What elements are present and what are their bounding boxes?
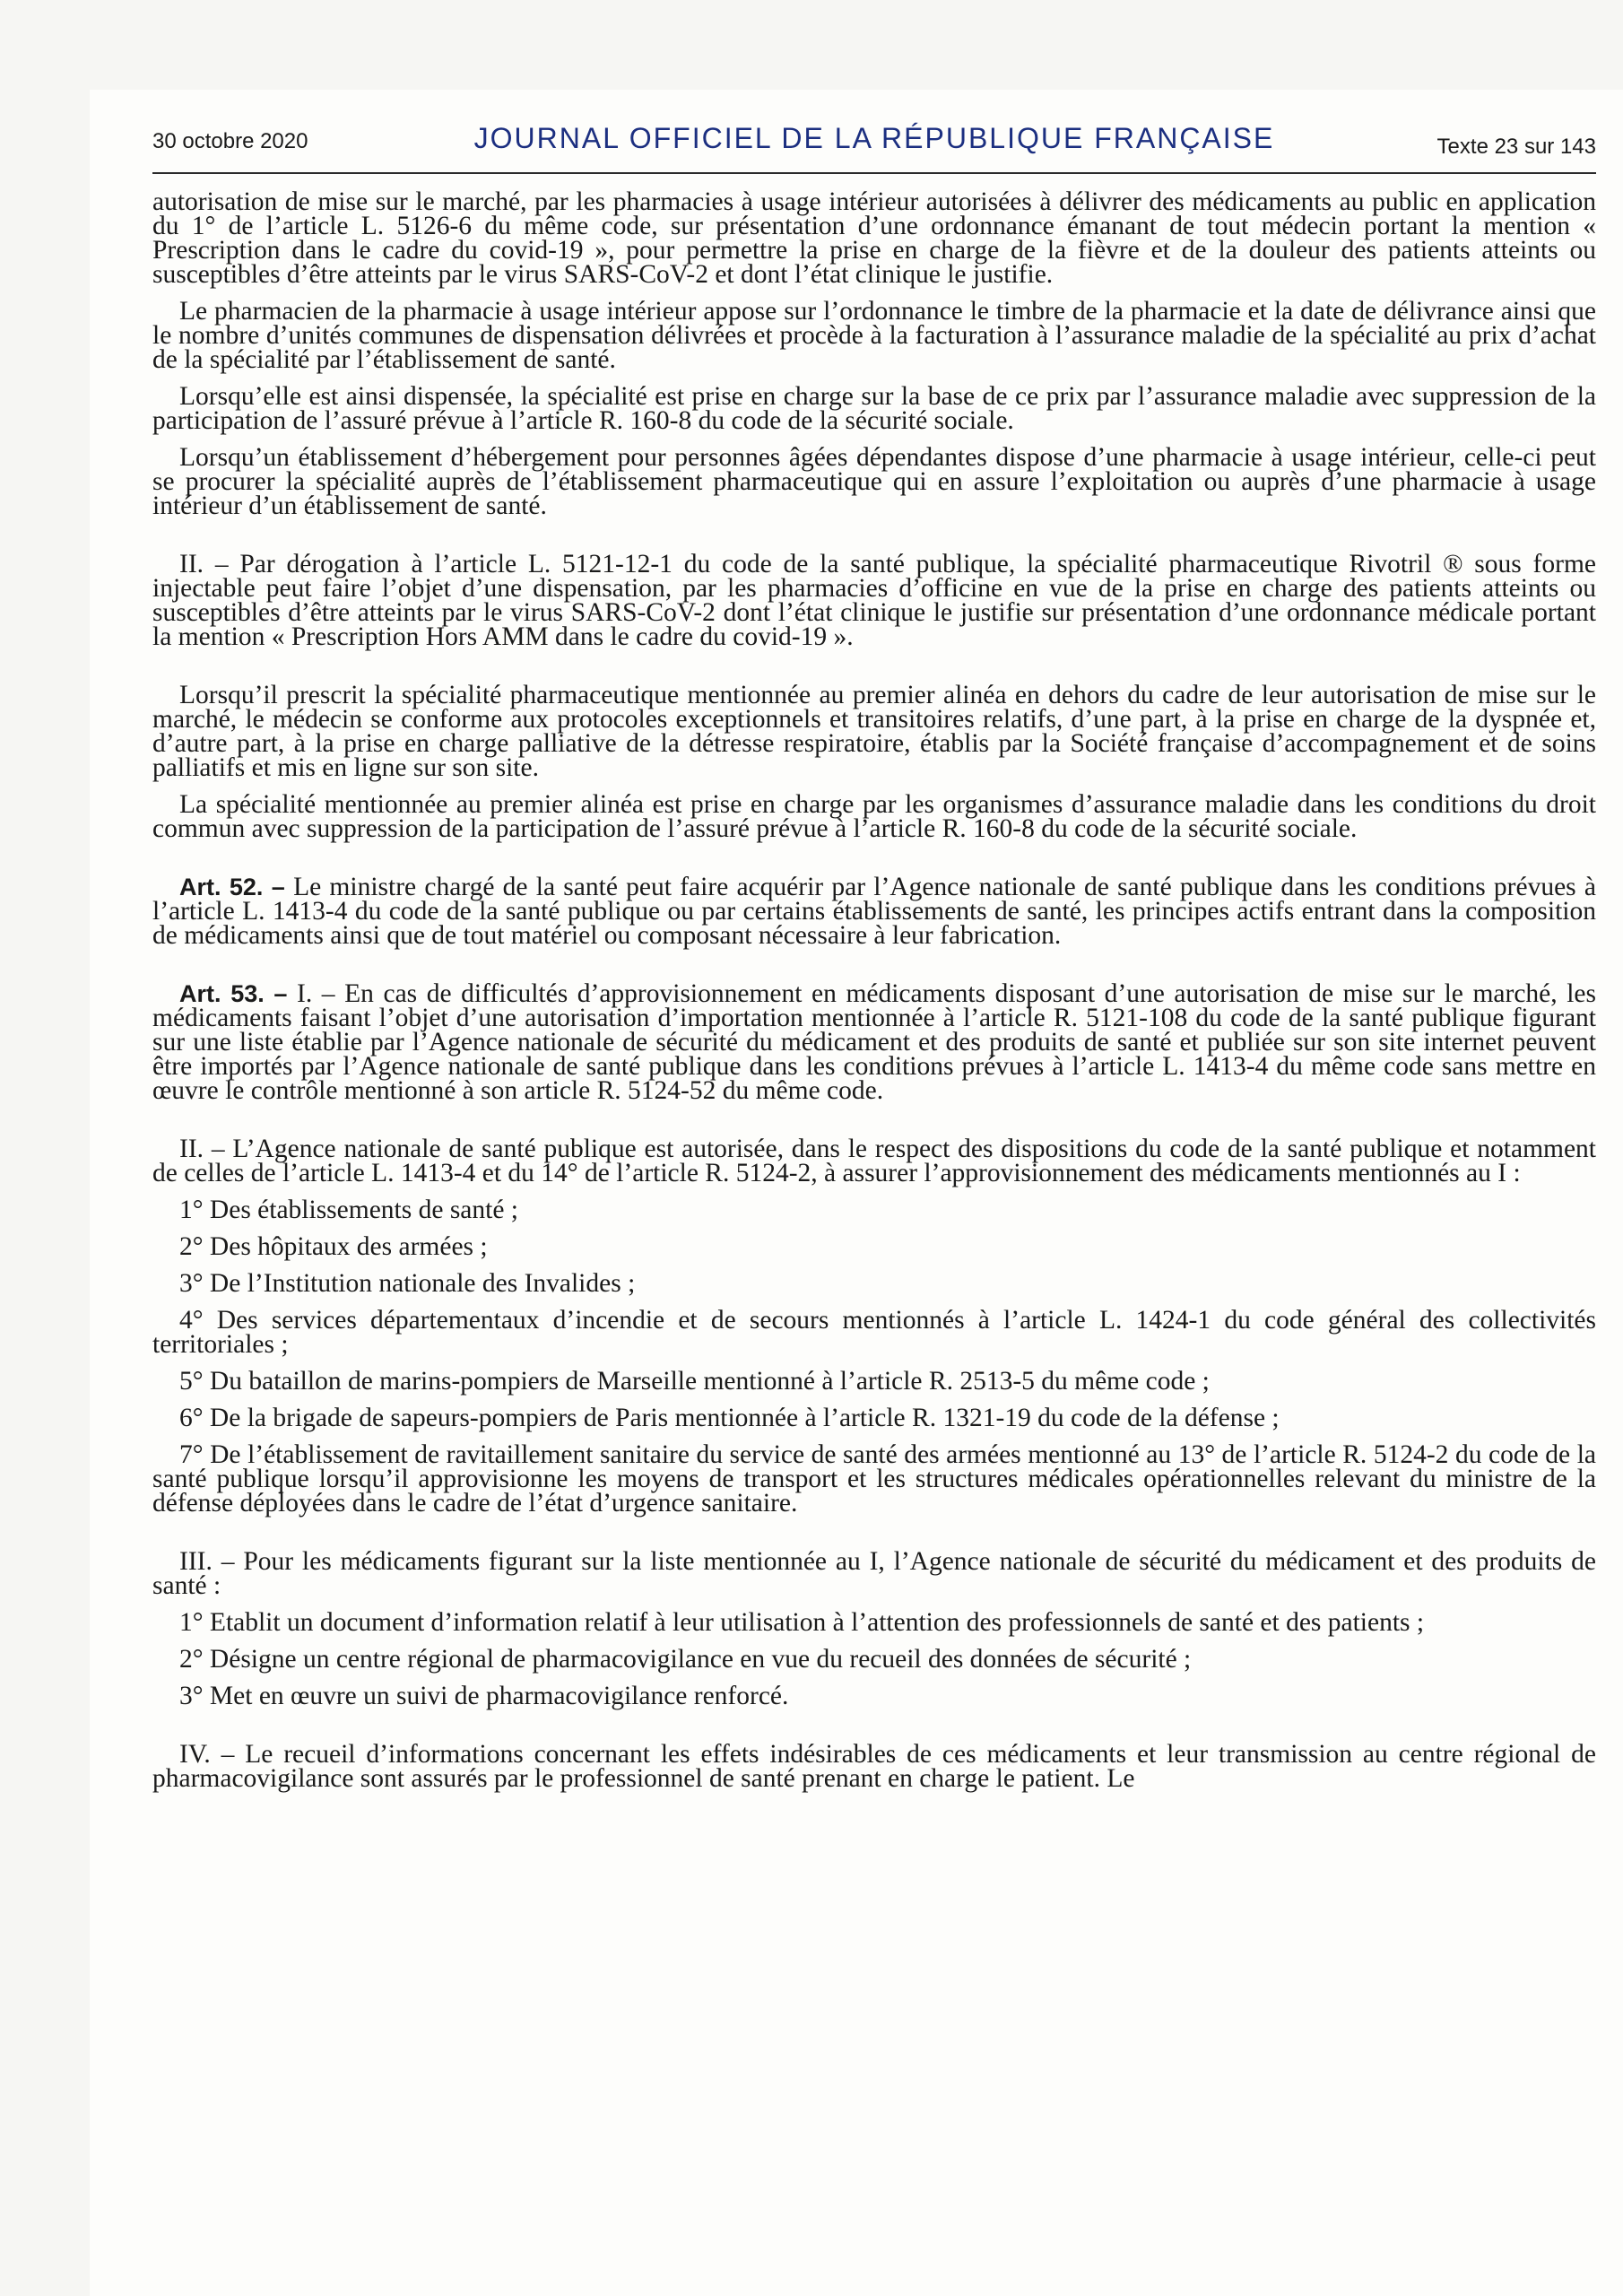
paragraph: Lorsqu’il prescrit la spécialité pharmaceutique mentionnée au premier alinéa en dehors du cadre de leur autorisation de mise sur le marché, le médecin se conforme aux protocoles exceptionnels et transitoires relatifs, d’une part, à la prise en charge de la dyspnée et, d’autre part, à la prise en charge palliative de la détresse respiratoire, établis par la Société française d’accompagnement et de soins palliatifs et mis en ligne sur son site. bbox=[152, 681, 1596, 782]
publication-date: 30 octobre 2020 bbox=[152, 129, 308, 153]
paragraph: Le pharmacien de la pharmacie à usage intérieur appose sur l’ordonnance le timbre de la pharmacie et la date de délivrance ainsi que le nombre d’unités communes de dispensation délivrées et procède à la facturation à l’assurance maladie de la spécialité au prix d’achat de la spécialité par l’établissement de santé. bbox=[152, 297, 1596, 374]
journal-title: JOURNAL OFFICIEL DE LA RÉPUBLIQUE FRANÇAISE bbox=[473, 122, 1275, 154]
list-item: 3° De l’Institution nationale des Invalides ; bbox=[179, 1269, 636, 1298]
list-item: 6° De la brigade de sapeurs-pompiers de Paris mentionnée à l’article R. 1321-19 du code de la défense ; bbox=[179, 1404, 1280, 1432]
paragraph: autorisation de mise sur le marché, par les pharmacies à usage intérieur autorisées à délivrer des médicaments au public en application du 1° de l’article L. 5126-6 du même code, sur présentation d’une ordonnance émanant de tout médecin portant la mention « Prescription dans le cadre du covid-19 », pour permettre la prise en charge de la fièvre et de la douleur des patients atteints ou susceptibles d’être atteints par le virus SARS-CoV-2 et dont l’état clinique le justifie. bbox=[152, 187, 1596, 289]
article-heading: Art. 53. – bbox=[179, 980, 288, 1007]
paragraph: Lorsqu’un établissement d’hébergement pour personnes âgées dépendantes dispose d’une pharmacie à usage intérieur, celle-ci peut se procurer la spécialité auprès de l’établissement pharmaceutique qui en assure l’exploitation ou auprès d’une pharmacie à usage intérieur d’un établissement de santé. bbox=[152, 443, 1596, 520]
document-page bbox=[90, 90, 1623, 2296]
document-body bbox=[152, 187, 1597, 1804]
list-item: 5° Du bataillon de marins-pompiers de Marseille mentionné à l’article R. 2513-5 du même code ; bbox=[179, 1367, 1210, 1396]
article-heading: Art. 52. – bbox=[179, 874, 285, 900]
paragraph: I. – En cas de difficultés d’approvisionnement en médicaments disposant d’une autorisation de mise sur le marché, les médicaments faisant l’objet d’une autorisation d’importation mentionnée à l’article R. 5121-108 du code de la santé publique figurant sur une liste établie par l’Agence nationale de sécurité du médicament et des produits de santé et publiée sur son site internet peuvent être importés par l’Agence nationale de santé publique dans les conditions prévues à l’article L. 1413-4 du même code sans mettre en œuvre le contrôle mentionné à son article R. 5124-52 du même code. bbox=[152, 979, 1596, 1105]
paragraph: Lorsqu’elle est ainsi dispensée, la spécialité est prise en charge sur la base de ce prix par l’assurance maladie avec suppression de la participation de l’assuré prévue à l’article R. 160-8 du code de la sécurité sociale. bbox=[152, 382, 1596, 435]
article-53 bbox=[152, 979, 1596, 1105]
list-item: 1° Etablit un document d’information relatif à leur utilisation à l’attention des professionnels de santé et des patients ; bbox=[179, 1608, 1425, 1637]
article-52 bbox=[152, 875, 1596, 948]
list-item: 4° Des services départementaux d’incendie et de secours mentionnés à l’article L. 1424-1 du code général des collectivités territoriales ; bbox=[152, 1306, 1596, 1359]
paragraph: II. – Par dérogation à l’article L. 5121-12-1 du code de la santé publique, la spécialité pharmaceutique Rivotril ® sous forme injectable peut faire l’objet d’une dispensation, par les pharmacies d’officine en vue de la prise en charge des patients atteints ou susceptibles d’être atteints par le virus SARS-CoV-2 dont l’état clinique le justifie sur présentation d’une ordonnance médicale portant la mention « Prescription Hors AMM dans le cadre du covid-19 ». bbox=[152, 550, 1596, 651]
list-item: 3° Met en œuvre un suivi de pharmacovigilance renforcé. bbox=[179, 1682, 789, 1710]
paragraph: La spécialité mentionnée au premier alinéa est prise en charge par les organismes d’assurance maladie dans les conditions du droit commun avec suppression de la participation de l’assuré prévue à l’article R. 160-8 du code de la sécurité sociale. bbox=[152, 790, 1596, 843]
list-item: 2° Des hôpitaux des armées ; bbox=[179, 1232, 488, 1261]
list-item: 7° De l’établissement de ravitaillement sanitaire du service de santé des armées mentionné au 13° de l’article R. 5124-2 du code de la santé publique lorsqu’il approvisionne les moyens de transport et les structures médicales opérationnelles relevant du ministre de la défense déployées dans le cadre de l’état d’urgence sanitaire. bbox=[152, 1440, 1596, 1518]
paragraph: III. – Pour les médicaments figurant sur la liste mentionnée au I, l’Agence nationale de sécurité du médicament et des produits de santé : bbox=[152, 1547, 1596, 1600]
list-item: 2° Désigne un centre régional de pharmacovigilance en vue du recueil des données de sécurité ; bbox=[179, 1645, 1192, 1674]
list-item: 1° Des établissements de santé ; bbox=[179, 1196, 518, 1224]
page-header bbox=[152, 109, 1596, 174]
paragraph: Le ministre chargé de la santé peut faire acquérir par l’Agence nationale de santé publique dans les conditions prévues à l’article L. 1413-4 du code de la santé publique ou par certains établissements de santé, les principes actifs entrant dans la composition de médicaments ainsi que de tout matériel ou composant nécessaire à leur fabrication. bbox=[152, 873, 1597, 950]
paragraph: II. – L’Agence nationale de santé publique est autorisée, dans le respect des dispositions du code de la santé publique et notamment de celles de l’article L. 1413-4 et du 14° de l’article R. 5124-2, à assurer l’approvisionnement des médicaments mentionnés au I : bbox=[152, 1135, 1596, 1187]
paragraph: IV. – Le recueil d’informations concernant les effets indésirables de ces médicaments et leur transmission au centre régional de pharmacovigilance sont assurés par le professionnel de santé prenant en charge le patient. Le bbox=[152, 1740, 1596, 1793]
text-number: Texte 23 sur 143 bbox=[1436, 135, 1596, 159]
